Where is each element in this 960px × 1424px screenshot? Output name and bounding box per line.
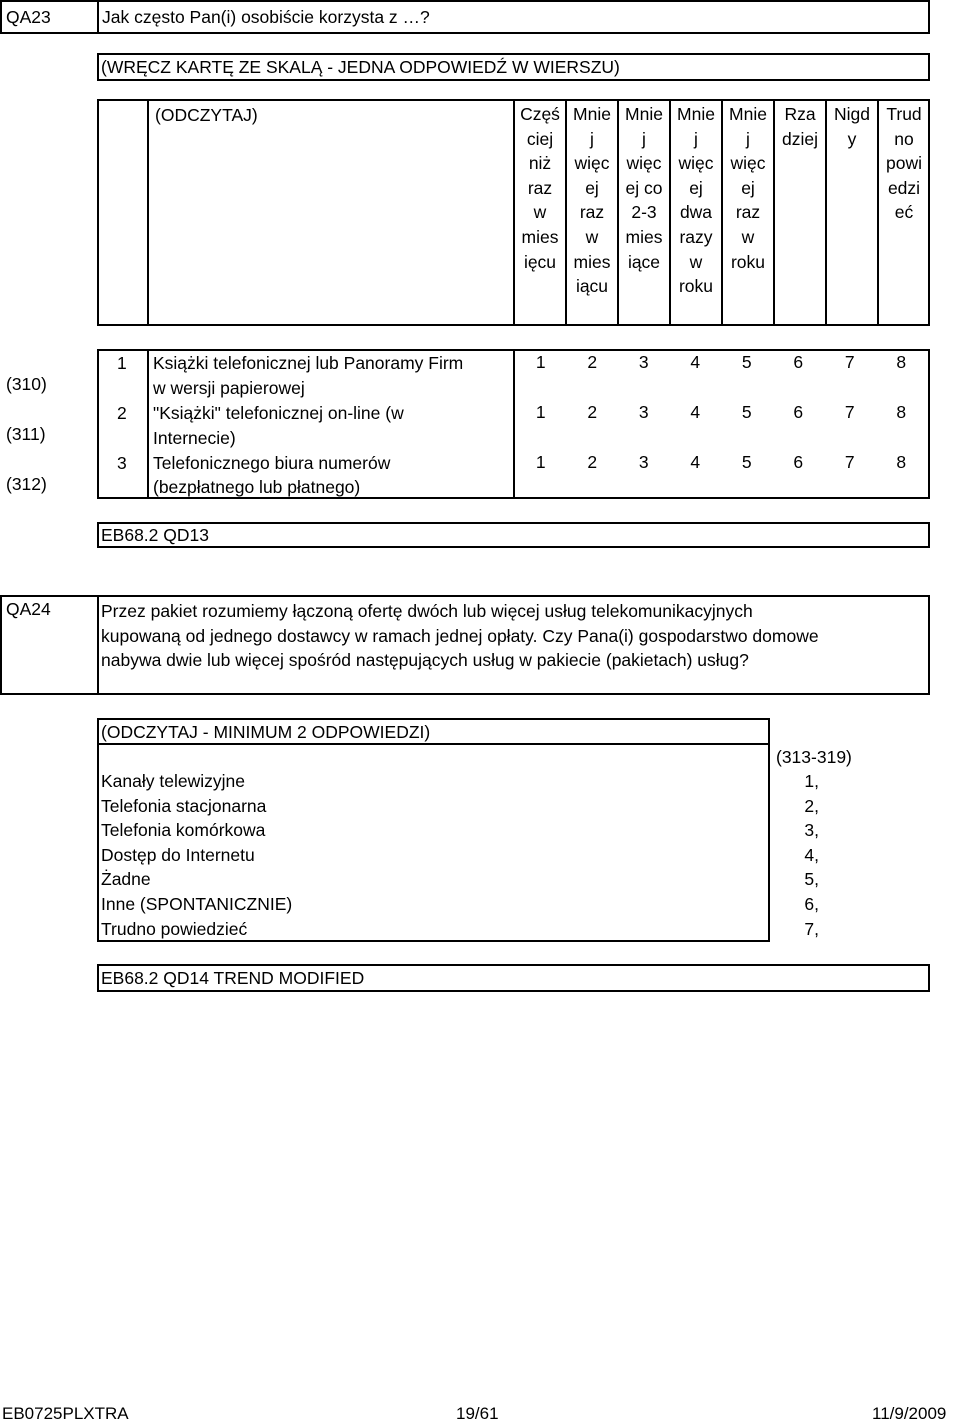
qa23-row-number: 3	[117, 452, 127, 473]
qa24-item-label: Telefonia stacjonarna	[101, 795, 267, 816]
answer-option[interactable]: 8	[896, 352, 907, 372]
divider	[147, 349, 149, 499]
qa24-item-code[interactable]: 1,	[804, 771, 819, 791]
qa24-item-code[interactable]: 3,	[804, 820, 819, 841]
qa23-column-header: Nigd y	[834, 104, 870, 149]
qa23-row-number: 2	[117, 402, 127, 423]
answer-option[interactable]: 7	[844, 401, 855, 422]
answer-option[interactable]: 6	[793, 451, 804, 472]
qa24-item-code[interactable]: 4,	[804, 844, 819, 865]
qa23-column-header: Rza dziej	[782, 104, 818, 149]
qa24-code-range: (313-319)	[776, 747, 852, 767]
qa23-id: QA23	[6, 7, 51, 27]
qa23-source: EB68.2 QD13	[101, 525, 209, 545]
answer-option[interactable]: 1	[535, 451, 546, 472]
qa23-question: Jak często Pan(i) osobiście korzysta z …?	[102, 7, 430, 27]
qa24-item-code[interactable]: 7,	[804, 918, 819, 939]
answer-option[interactable]: 2	[587, 352, 598, 372]
qa23-read-out: (ODCZYTAJ)	[155, 105, 258, 125]
qa24-instruction: (ODCZYTAJ - MINIMUM 2 ODPOWIEDZI)	[101, 722, 431, 742]
qa23-column-header: Mnie j więc ej raz w mies iącu	[573, 104, 611, 297]
qa23-row-number: 1	[117, 353, 127, 373]
answer-option[interactable]: 1	[535, 401, 546, 422]
answer-option[interactable]: 8	[896, 401, 907, 422]
qa23-row-code: (312)	[6, 474, 47, 494]
qa24-item-label: Kanały telewizyjne	[101, 771, 245, 791]
answer-option[interactable]: 5	[741, 352, 752, 372]
answer-option[interactable]: 4	[690, 451, 701, 472]
answer-option[interactable]: 7	[844, 451, 855, 472]
qa23-column-header: Mnie j więc ej dwa razy w roku	[677, 104, 715, 297]
answer-option[interactable]: 5	[741, 451, 752, 472]
qa24-id: QA24	[6, 599, 51, 619]
answer-option[interactable]: 5	[741, 401, 752, 422]
qa23-row-label: "Książki" telefonicznej on-line (w Internecie)	[153, 402, 404, 448]
answer-option[interactable]: 7	[844, 352, 855, 372]
answer-option[interactable]: 2	[587, 401, 598, 422]
answer-option[interactable]: 4	[690, 401, 701, 422]
answer-option[interactable]: 6	[793, 401, 804, 422]
qa23-column-header: Częś ciej niż raz w mies ięcu	[520, 104, 560, 272]
qa24-item-code[interactable]: 5,	[804, 869, 819, 890]
qa23-row-code: (311)	[6, 424, 46, 444]
qa24-item-label: Dostęp do Internetu	[101, 844, 255, 865]
footer-left: EB0725PLXTRA	[2, 1404, 129, 1423]
answer-option[interactable]: 6	[793, 352, 804, 372]
qa23-column-header: Mnie j więc ej raz w roku	[729, 104, 767, 272]
qa23-column-header: Trud no powi edzi eć	[886, 104, 922, 223]
footer-right: 11/9/2009	[872, 1404, 947, 1423]
answer-option[interactable]: 4	[690, 352, 701, 372]
qa24-source: EB68.2 QD14 TREND MODIFIED	[101, 968, 365, 988]
qa23-instruction: (WRĘCZ KARTĘ ZE SKALĄ - JEDNA ODPOWIEDŹ W WIERSZU)	[101, 57, 620, 77]
qa24-item-code[interactable]: 6,	[804, 894, 819, 914]
divider	[147, 99, 149, 326]
qa23-source-box	[97, 522, 930, 548]
qa23-row-options	[515, 352, 927, 373]
answer-option[interactable]: 2	[587, 451, 598, 472]
answer-option[interactable]: 3	[638, 352, 649, 372]
divider	[97, 743, 770, 745]
qa24-item-label: Telefonia komórkowa	[101, 820, 266, 841]
footer-center: 19/61	[456, 1404, 499, 1423]
qa23-row-label: Książki telefonicznej lub Panoramy Firm w wersji papierowej	[153, 353, 464, 398]
qa24-item-label: Inne (SPONTANICZNIE)	[101, 894, 293, 914]
qa23-row-options	[515, 402, 927, 423]
qa23-column-header: Mnie j więc ej co 2-3 mies iące	[625, 104, 663, 272]
answer-option[interactable]: 3	[638, 451, 649, 472]
answer-option[interactable]: 8	[896, 451, 907, 472]
qa24-item-code[interactable]: 2,	[804, 795, 819, 816]
qa23-row-code: (310)	[6, 374, 47, 394]
answer-option[interactable]: 3	[638, 401, 649, 422]
answer-option[interactable]: 1	[535, 352, 546, 372]
qa24-item-label: Trudno powiedzieć	[101, 918, 248, 939]
qa24-question: Przez pakiet rozumiemy łączoną ofertę dwóch lub więcej usług telekomunikacyjnych kupowaną od jednego dostawcy w ramach jednej opłaty. Czy Pana(i) gospodarstwo domowe nabywa dwie lub więcej spośród następujących usług w pakiecie (pakietach) usług?	[101, 601, 819, 671]
qa24-item-label: Żadne	[101, 869, 151, 890]
qa23-row-label: Telefonicznego biura numerów (bezpłatnego lub płatnego)	[153, 452, 391, 498]
qa23-row-options	[515, 452, 927, 473]
